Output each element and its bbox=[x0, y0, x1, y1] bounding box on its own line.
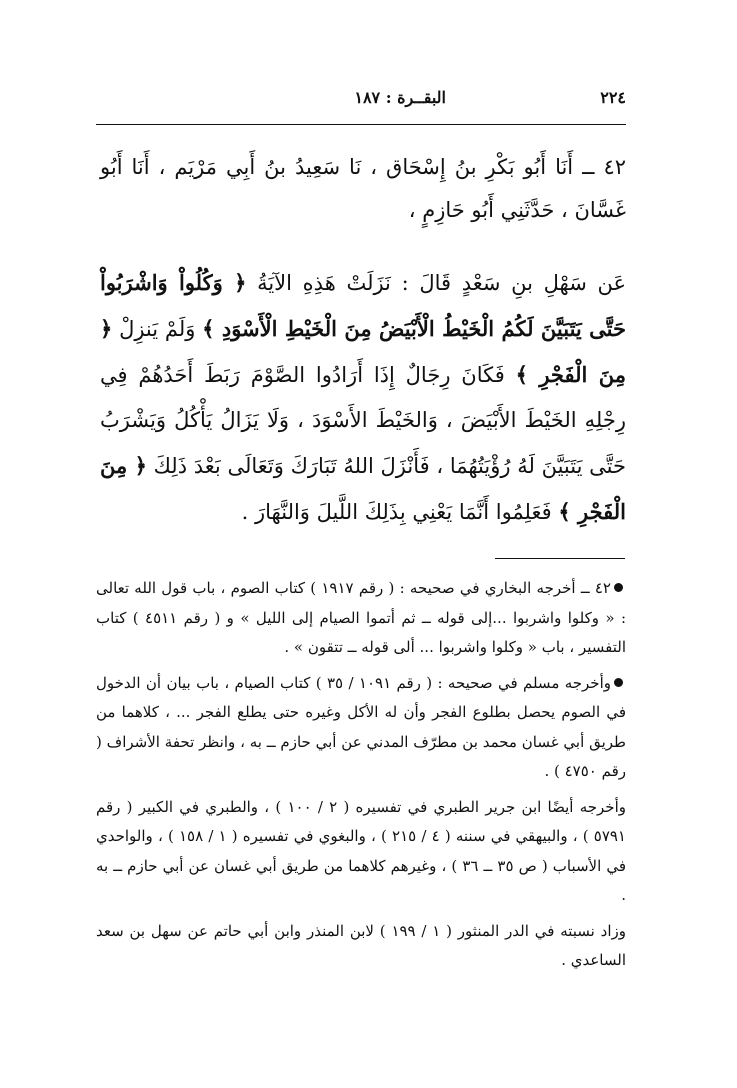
hadith-text bbox=[100, 146, 626, 535]
quran-quote-1: ﴿ وَكُلُواْ وَاشْرَبُواْ حَتَّى يَتَبَيَّنَ لَكُمُ الْخَيْطُ الْأَبْيَضُ مِنَ الْخَيْطِ الْأَسْوَدِ ﴾ bbox=[100, 270, 626, 341]
footnote-durr-manthur: وزاد نسبته في الدر المنثور ( ١ / ١٩٩ ) لابن المنذر وابن أبي حاتم عن سهل بن سعد الساعدي . bbox=[96, 921, 626, 969]
matn-intro: عَن سَهْلِ بنِ سَعْدٍ قَالَ : نَزَلَتْ هَذِهِ الآيَةُ bbox=[257, 271, 626, 295]
footnote-other-sources: وأخرجه أيضًا ابن جرير الطبري في تفسيره ( ٢ / ١٠٠ ) ، والطبري في الكبير ( رقم ٥٧٩١ ) ، والبيهقي في سننه ( ٤ / ٢١٥ ) ، والبغوي في تفسيره ( ١ / ١٥٨ ) ، والواحدي في الأسباب ( ص ٣٥ ــ ٣٦ ) ، وغيرهم كلاهما من طريق أبي غسان عن أبي حازم ــ به . bbox=[96, 797, 627, 904]
running-title: البقــرة : ١٨٧ bbox=[354, 88, 446, 107]
quran-quote-2: ﴿ مِنَ الْفَجْرِ ﴾ bbox=[100, 316, 626, 387]
bullet-icon bbox=[614, 678, 623, 687]
matn-part-2: وَلَمْ يَنزِلْ bbox=[119, 317, 196, 341]
footnote-muslim: وأخرجه مسلم في صحيحه : ( رقم ١٠٩١ / ٣٥ ) كتاب الصيام ، باب بيان أن الدخول في الصوم يحصل بطلوع الفجر وأن له الأكل وغيره حتى يطلع الفجر ... ، كلاهما من طريق أبي غسان محمد بن مطرّف المدني عن أبي حازم ــ به ، وانظر تحفة الأشراف ( رقم ٤٧٥٠ ) . bbox=[96, 673, 626, 780]
footnote-divider bbox=[495, 558, 625, 559]
footnotes bbox=[96, 574, 626, 976]
page-number: ٢٢٤ bbox=[600, 88, 626, 107]
quran-quote-3: ﴿ مِنَ الْفَجْرِ ﴾ bbox=[100, 453, 626, 524]
page-header bbox=[96, 88, 626, 112]
hadith-matn bbox=[100, 260, 626, 535]
matn-part-3: فَكَانَ رِجَالٌ إِذَا أَرَادُوا الصَّوْمَ رَبَطَ أَحَدُهُمْ فِي رِجْلِهِ الخَيْطَ الأَبْيَضَ ، وَالخَيْطَ الأَسْوَدَ ، وَلَا يَزَالُ يَأْكُلُ وَيَشْرَبُ حَتَّى يَتَبَيَّنَ لَهُ رُؤْيَتُهُمَا ، فَأَنْزَلَ اللهُ تَبَارَكَ وَتَعَالَى بَعْدَ ذَلِكَ bbox=[100, 363, 626, 478]
footnote-bukhari: ٤٢ ــ أخرجه البخاري في صحيحه : ( رقم ١٩١٧ ) كتاب الصوم ، باب قول الله تعالى : « وكلوا واشربوا ...إلى قوله ــ ثم أتموا الصيام إلى الليل » و ( رقم ٤٥١١ ) كتاب التفسير ، باب « وكلوا واشربوا ... ألى قوله ــ تتقون » . bbox=[96, 579, 627, 656]
header-divider bbox=[96, 124, 626, 125]
matn-part-4: فَعَلِمُوا أَنَّمَا يَعْنِي بِذَلِكَ اللَّيلَ وَالنَّهَارَ . bbox=[241, 500, 552, 524]
hadith-isnad: ٤٢ ــ أَنَا أَبُو بَكْرِ بنُ إِسْحَاق ، نَا سَعِيدُ بنُ أَبِي مَرْيَم ، أَنَا أَبُو غَسَّانَ ، حَدَّثَنِي أَبُو حَازِمٍ ، bbox=[100, 155, 626, 222]
bullet-icon bbox=[614, 583, 623, 592]
